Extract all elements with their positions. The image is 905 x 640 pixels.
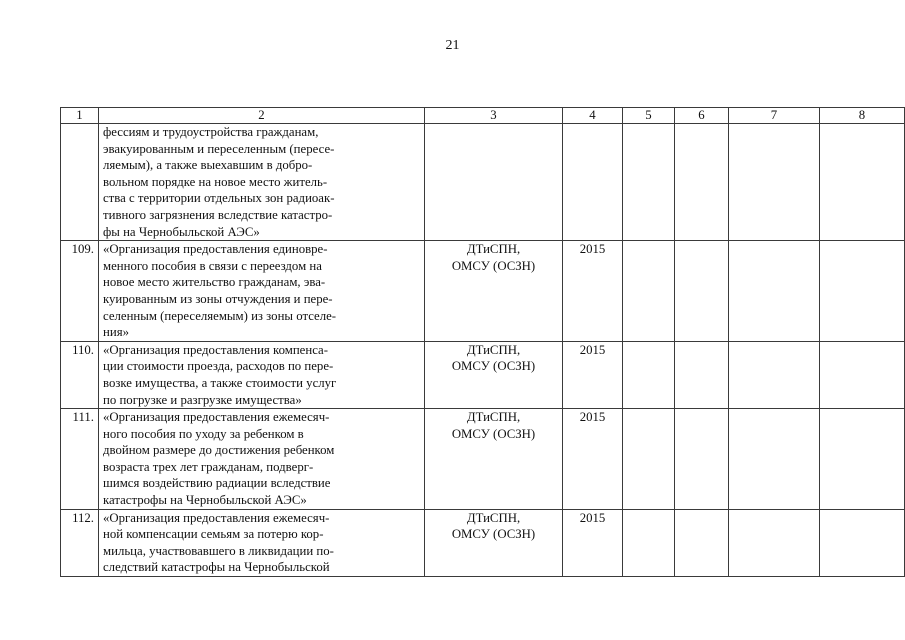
row-number: 110. — [61, 341, 99, 408]
empty-cell-col-6 — [675, 124, 729, 241]
empty-cell-col-5 — [623, 509, 675, 576]
empty-cell-col-7 — [729, 241, 820, 342]
row-number — [61, 124, 99, 241]
executor-line: ОМСУ (ОСЗН) — [451, 359, 536, 374]
description-line: фессиям и трудоустройства гражданам, — [103, 125, 319, 139]
empty-cell-col-5 — [623, 241, 675, 342]
description-line: селенным (переселяемым) из зоны отселе- — [103, 308, 337, 323]
row-number: 111. — [61, 409, 99, 510]
empty-cell-col-7 — [729, 124, 820, 241]
description-line: менного пособия в связи с переездом на — [103, 258, 322, 273]
empty-cell-col-6 — [675, 241, 729, 342]
table-body — [61, 108, 905, 577]
empty-cell-col-8 — [820, 241, 905, 342]
deadline-year: 2015 — [563, 509, 623, 576]
description-line: «Организация предоставления ежемесяч- — [103, 410, 330, 425]
deadline-year — [563, 124, 623, 241]
empty-cell-col-6 — [675, 341, 729, 408]
description-line: возраста трех лет гражданам, подверг- — [103, 459, 314, 474]
column-header-2: 2 — [99, 108, 425, 124]
empty-cell-col-8 — [820, 124, 905, 241]
executor-line: ДТиСПН, — [466, 510, 521, 525]
row-number: 109. — [61, 241, 99, 342]
description-line: фы на Чернобыльской АЭС» — [103, 224, 260, 239]
empty-cell-col-8 — [820, 409, 905, 510]
empty-cell-col-6 — [675, 509, 729, 576]
executor-line: ОМСУ (ОСЗН) — [451, 258, 536, 273]
measure-description — [99, 241, 425, 342]
description-line: «Организация предоставления компенса- — [103, 342, 328, 357]
description-line: ства с территории отдельных зон радиоак- — [103, 191, 335, 206]
empty-cell-col-8 — [820, 341, 905, 408]
description-line: вольном порядке на новое место житель- — [103, 174, 328, 189]
description-line: новое место жительство гражданам, эва- — [103, 275, 326, 290]
empty-cell-col-6 — [675, 409, 729, 510]
description-line: ляемым), а также выехавшим в добро- — [103, 158, 313, 173]
measure-description — [99, 124, 425, 241]
description-line: ного пособия по уходу за ребенком в — [103, 426, 304, 441]
column-header-8: 8 — [820, 108, 905, 124]
column-header-5: 5 — [623, 108, 675, 124]
executor-cell — [425, 241, 563, 342]
column-header-3: 3 — [425, 108, 563, 124]
executor-line: ОМСУ (ОСЗН) — [451, 527, 536, 542]
description-line: катастрофы на Чернобыльской АЭС» — [103, 493, 307, 508]
empty-cell-col-5 — [623, 124, 675, 241]
empty-cell-col-5 — [623, 409, 675, 510]
description-line: по погрузке и разгрузке имущества» — [103, 392, 302, 407]
column-header-1: 1 — [61, 108, 99, 124]
deadline-year: 2015 — [563, 341, 623, 408]
table-row — [61, 124, 905, 241]
column-header-6: 6 — [675, 108, 729, 124]
measure-description — [99, 341, 425, 408]
measure-description — [99, 509, 425, 576]
table-row — [61, 409, 905, 510]
description-line: ции стоимости проезда, расходов по пере- — [103, 359, 334, 374]
description-line: «Организация предоставления единовре- — [103, 242, 328, 257]
description-line: двойном размере до достижения ребенком — [103, 443, 335, 458]
empty-cell-col-8 — [820, 509, 905, 576]
empty-cell-col-7 — [729, 409, 820, 510]
empty-cell-col-7 — [729, 341, 820, 408]
description-line: шимся воздействию радиации вследствие — [103, 476, 331, 491]
executor-cell — [425, 509, 563, 576]
description-line: «Организация предоставления ежемесяч- — [103, 510, 330, 525]
empty-cell-col-7 — [729, 509, 820, 576]
description-line: ной компенсации семьям за потерю кор- — [103, 527, 324, 542]
description-line: мильца, участвовавшего в ликвидации по- — [103, 543, 334, 558]
executor-line: ДТиСПН, — [466, 410, 521, 425]
executor-cell — [425, 409, 563, 510]
row-number: 112. — [61, 509, 99, 576]
description-line: куированным из зоны отчуждения и пере- — [103, 291, 333, 306]
deadline-year: 2015 — [563, 409, 623, 510]
table-row — [61, 241, 905, 342]
description-line: эвакуированным и переселенным (пересе- — [103, 141, 335, 156]
column-header-7: 7 — [729, 108, 820, 124]
description-line: тивного загрязнения вследствие катастро- — [103, 207, 333, 222]
executor-line: ОМСУ (ОСЗН) — [451, 426, 536, 441]
plan-table — [60, 107, 905, 577]
executor-cell — [425, 124, 563, 241]
table-row — [61, 509, 905, 576]
table-row — [61, 341, 905, 408]
header-row — [61, 108, 905, 124]
executor-line: ДТиСПН, — [466, 342, 521, 357]
description-line: ния» — [103, 325, 129, 340]
description-line: возке имущества, а также стоимости услуг — [103, 375, 337, 390]
deadline-year: 2015 — [563, 241, 623, 342]
description-line: следствий катастрофы на Чернобыльской — [103, 560, 330, 575]
page-number: 21 — [445, 38, 460, 53]
measure-description — [99, 409, 425, 510]
executor-line: ДТиСПН, — [466, 242, 521, 257]
executor-cell — [425, 341, 563, 408]
column-header-4: 4 — [563, 108, 623, 124]
empty-cell-col-5 — [623, 341, 675, 408]
